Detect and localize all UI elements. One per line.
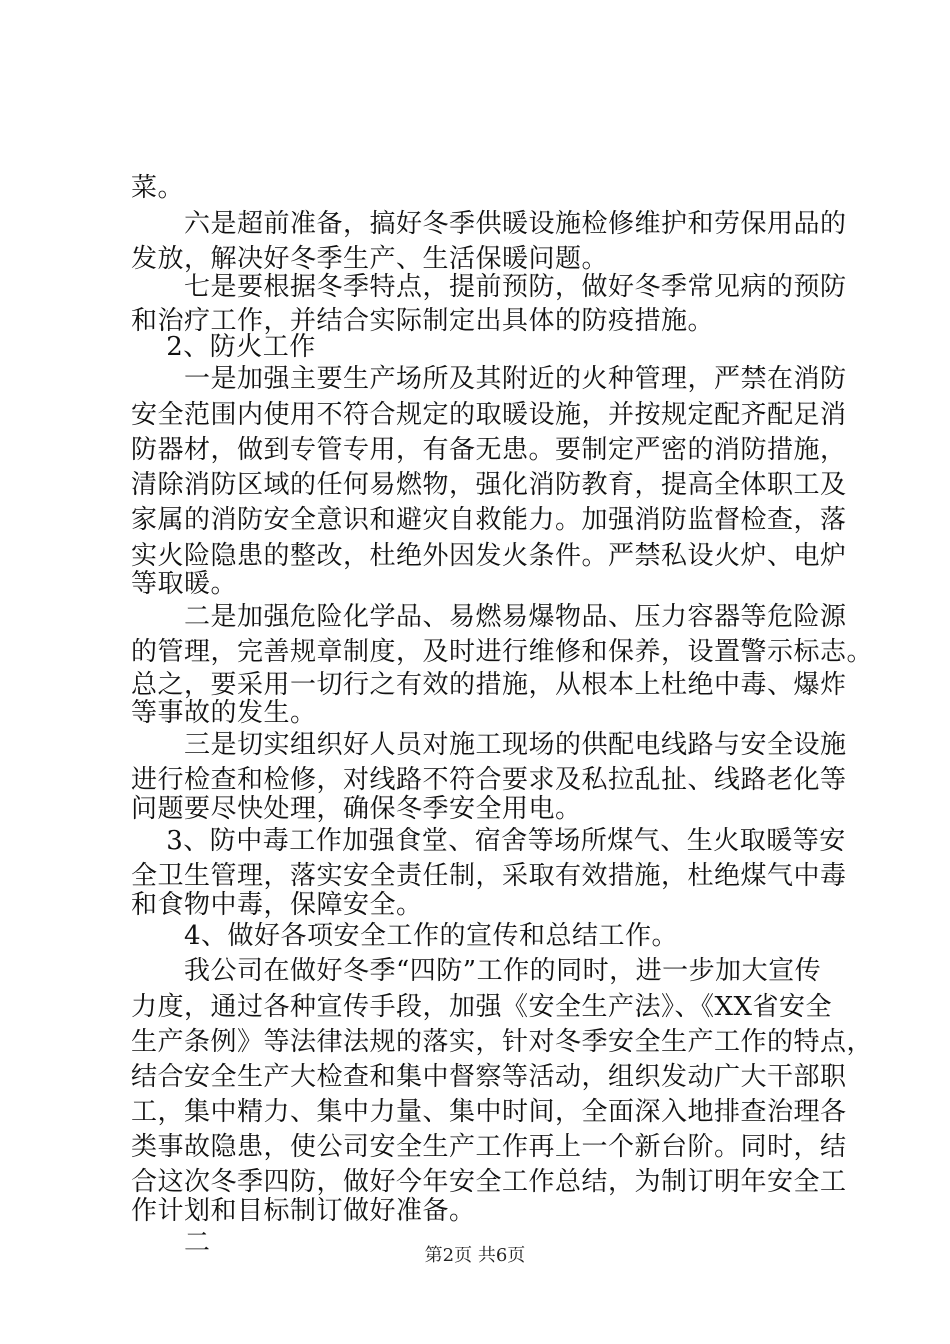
body-text-line: 防器材，做到专管专用，有备无患。要制定严密的消防措施，	[131, 435, 847, 465]
section-heading: 2、防火工作	[131, 332, 316, 362]
body-text-line: 菜。	[131, 173, 185, 203]
body-text-line: 作计划和目标制订做好准备。	[131, 1196, 476, 1226]
body-text-line: 和食物中毒，保障安全。	[131, 890, 423, 920]
body-text-line: 总之，要采用一切行之有效的措施，从根本上杜绝中毒、爆炸	[131, 670, 847, 700]
body-text-line: 的管理，完善规章制度，及时进行维修和保养，设置警示标志。	[131, 637, 874, 667]
body-text-line: 安全范围内使用不符合规定的取暖设施，并按规定配齐配足消	[131, 400, 847, 430]
body-text-line: 六是超前准备，搞好冬季供暖设施检修维护和劳保用品的	[131, 209, 847, 239]
body-text-line: 等取暖。	[131, 569, 238, 599]
section-heading: 4、做好各项安全工作的宣传和总结工作。	[131, 921, 679, 951]
body-text-line: 清除消防区域的任何易燃物，强化消防教育，提高全体职工及	[131, 470, 847, 500]
body-text-line: 我公司在做好冬季“四防”工作的同时，进一步加大宣传	[131, 956, 822, 986]
body-text-line: 工，集中精力、集中力量、集中时间，全面深入地排查治理各	[131, 1097, 847, 1127]
body-text-line: 三是切实组织好人员对施工现场的供配电线路与安全设施	[131, 730, 847, 760]
page-footer: 第2页 共6页	[424, 1245, 526, 1266]
body-text-line: 家属的消防安全意识和避灾自救能力。加强消防监督检查，落	[131, 505, 847, 535]
body-text-line: 力度，通过各种宣传手段，加强《安全生产法》、《XX省安全	[131, 992, 833, 1022]
body-text-line: 二	[131, 1228, 211, 1258]
body-text-line: 类事故隐患，使公司安全生产工作再上一个新台阶。同时，结	[131, 1132, 847, 1162]
body-text-line: 发放，解决好冬季生产、生活保暖问题。	[131, 244, 609, 274]
body-text-line: 实火险隐患的整改，杜绝外因发火条件。严禁私设火炉、电炉	[131, 541, 847, 571]
body-text-line: 全卫生管理，落实安全责任制，采取有效措施，杜绝煤气中毒	[131, 861, 847, 891]
body-text-line: 一是加强主要生产场所及其附近的火种管理，严禁在消防	[131, 364, 847, 394]
body-text-line: 七是要根据冬季特点，提前预防，做好冬季常见病的预防	[131, 272, 847, 302]
body-text-line: 生产条例》等法律法规的落实，针对冬季安全生产工作的特点，	[131, 1027, 874, 1057]
body-text-line: 合这次冬季四防，做好今年安全工作总结，为制订明年安全工	[131, 1167, 847, 1197]
body-text-line: 二是加强危险化学品、易燃易爆物品、压力容器等危险源	[131, 602, 847, 632]
body-text-line: 和治疗工作，并结合实际制定出具体的防疫措施。	[131, 306, 715, 336]
body-text-line: 等事故的发生。	[131, 698, 317, 728]
body-text-line: 进行检查和检修，对线路不符合要求及私拉乱扯、线路老化等	[131, 765, 847, 795]
body-text-line: 问题要尽快处理，确保冬季安全用电。	[131, 794, 582, 824]
section-heading: 3、防中毒工作加强食堂、宿舍等场所煤气、生火取暖等安	[131, 826, 846, 856]
body-text-line: 结合安全生产大检查和集中督察等活动，组织发动广大干部职	[131, 1062, 847, 1092]
